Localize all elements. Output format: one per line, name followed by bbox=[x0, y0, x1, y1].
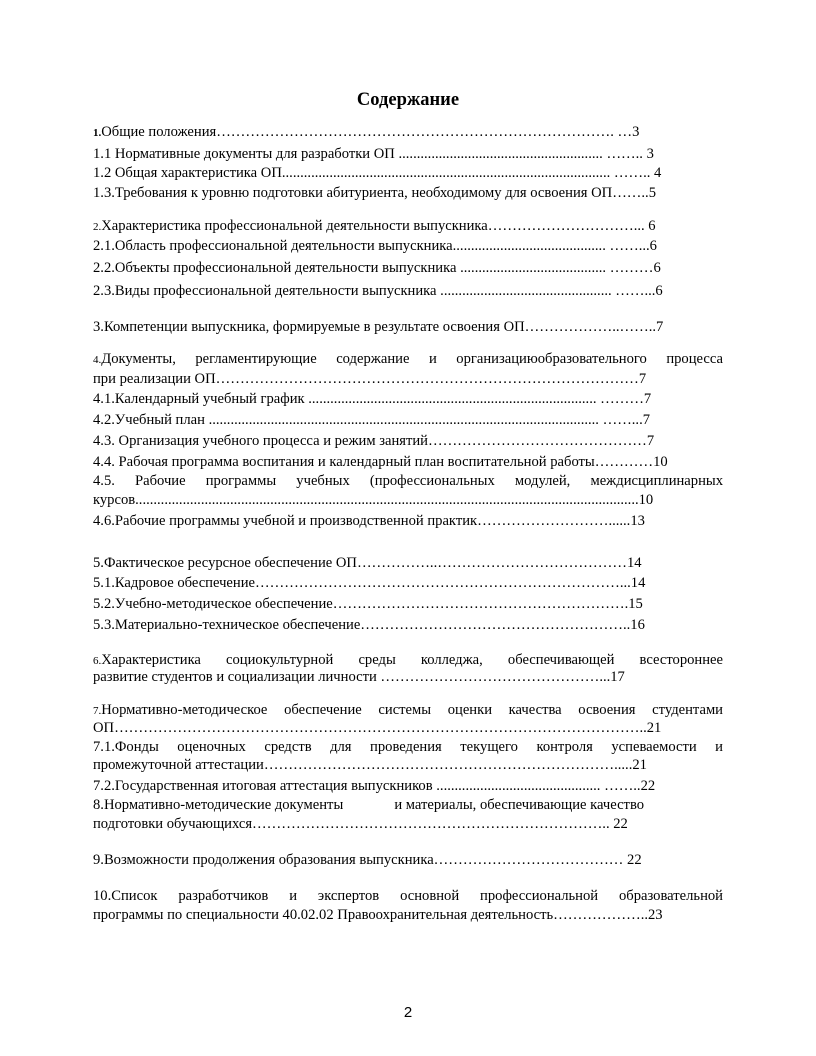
toc-line bbox=[93, 701, 723, 721]
toc-line bbox=[93, 777, 723, 796]
toc-line bbox=[93, 719, 723, 738]
toc-line bbox=[93, 887, 723, 906]
toc-text: 4.5. Рабочие программы учебных (профессиональных модулей, междисциплинарных bbox=[93, 473, 723, 489]
toc-number: 6. bbox=[93, 655, 102, 667]
toc-line bbox=[93, 411, 723, 430]
toc-text: курсов..........................................................................................................................................10 bbox=[93, 492, 654, 508]
toc-text: 7.2.Государственная итоговая аттестация выпускников ............................................. ……..22 bbox=[93, 778, 656, 794]
toc-text: 4.6.Рабочие программы учебной и производственной практик………………………......13 bbox=[93, 513, 645, 529]
toc-text: 1.1 Нормативные документы для разработки ОП ........................................................ …….. 3 bbox=[93, 146, 654, 162]
toc-text: 7.1.Фонды оценочных средств для проведения текущего контроля успеваемости и bbox=[93, 739, 723, 755]
toc-line bbox=[93, 145, 723, 164]
toc-line bbox=[93, 217, 723, 237]
toc-number: 7. bbox=[93, 705, 102, 717]
toc-text: подготовки обучающихся……………………………………………………………….. 22 bbox=[93, 816, 628, 832]
toc-text: Нормативно-методическое обеспечение системы оценки качества освоения студентами bbox=[101, 702, 723, 718]
toc-text: 4.4. Рабочая программа воспитания и календарный план воспитательной работы…………10 bbox=[93, 454, 668, 470]
toc-line bbox=[93, 554, 723, 573]
toc-line bbox=[93, 616, 723, 635]
toc-line bbox=[93, 796, 723, 815]
toc-text: 5.Фактическое ресурсное обеспечение ОП……………..…………………………………14 bbox=[93, 555, 642, 571]
toc-text: при реализации ОП……………………………………………………………………………7 bbox=[93, 371, 647, 387]
toc-text: промежуточной аттестации……………………………………………………………….....21 bbox=[93, 757, 647, 773]
toc-line bbox=[93, 370, 723, 389]
toc-text: Документы, регламентирующие содержание и организациюобразовательного процесса bbox=[101, 351, 723, 367]
toc-line bbox=[93, 282, 723, 301]
toc-number: 4. bbox=[93, 354, 102, 366]
toc-line bbox=[93, 184, 723, 203]
toc-line bbox=[93, 851, 723, 870]
toc-text: 9.Возможности продолжения образования выпускника………………………………… 22 bbox=[93, 852, 642, 868]
toc-line bbox=[93, 595, 723, 614]
toc-line bbox=[93, 738, 723, 757]
page-number: 2 bbox=[403, 1004, 413, 1021]
toc-text: 4.3. Организация учебного процесса и режим занятий………………………………………7 bbox=[93, 433, 655, 449]
toc-number: 2. bbox=[93, 221, 102, 233]
toc-text: 8.Нормативно-методические документы и материалы, обеспечивающие качество bbox=[93, 797, 645, 813]
toc-line bbox=[93, 237, 723, 256]
toc-line bbox=[93, 164, 723, 183]
toc-line bbox=[93, 259, 723, 278]
toc-text: 10.Список разработчиков и экспертов основной профессиональной образовательной bbox=[93, 888, 723, 904]
toc-text: 2.3.Виды профессиональной деятельности выпускника ............................................... ……...6 bbox=[93, 283, 663, 299]
toc-line bbox=[93, 668, 723, 687]
toc-text: 3.Компетенции выпускника, формируемые в результате освоения ОП………………..……..7 bbox=[93, 319, 664, 335]
toc-number: 1. bbox=[93, 127, 102, 139]
toc-text: развитие студентов и социализации личности ………………………………………...17 bbox=[93, 669, 625, 685]
toc-line bbox=[93, 815, 723, 834]
toc-text: 5.1.Кадровое обеспечение…………………………………………………………………...14 bbox=[93, 575, 646, 591]
toc-text: 2.1.Область профессиональной деятельности выпускника.......................................... ……...6 bbox=[93, 238, 657, 254]
toc-text: 5.2.Учебно-методическое обеспечение…………………………………………………….15 bbox=[93, 596, 643, 612]
toc-text: 1.2 Общая характеристика ОП.......................................................................................... …….. 4 bbox=[93, 165, 662, 181]
toc-line bbox=[93, 906, 723, 925]
toc-text: 4.1.Календарный учебный график ............................................................................... ………7 bbox=[93, 391, 652, 407]
toc-line bbox=[93, 472, 723, 491]
toc-text: 4.2.Учебный план ........................................................................................................... ……...7 bbox=[93, 412, 651, 428]
toc-text: 2.2.Объекты профессиональной деятельности выпускника ........................................ ………6 bbox=[93, 260, 661, 276]
page-title: Содержание bbox=[356, 90, 460, 110]
toc-line bbox=[93, 318, 723, 337]
toc-line bbox=[93, 123, 723, 143]
toc-line bbox=[93, 350, 723, 370]
toc-line bbox=[93, 756, 723, 775]
toc-text: Общие положения………………………………………………………………………. …3 bbox=[101, 124, 640, 140]
toc-text: 1.3.Требования к уровню подготовки абитуриента, необходимому для освоения ОП……..5 bbox=[93, 185, 656, 201]
toc-text: программы по специальности 40.02.02 Правоохранительная деятельность………………..23 bbox=[93, 907, 663, 923]
toc-line bbox=[93, 432, 723, 451]
toc-text: Характеристика профессиональной деятельности выпускника…………………………... 6 bbox=[101, 218, 656, 234]
toc-text: ОП………………………………………………………………………………………………..21 bbox=[93, 720, 662, 736]
toc-line bbox=[93, 491, 723, 510]
toc-line bbox=[93, 512, 723, 531]
toc-text: 5.3.Материально-техническое обеспечение………………………………………………..16 bbox=[93, 617, 645, 633]
toc-line bbox=[93, 390, 723, 409]
toc-text: Характеристика социокультурной среды колледжа, обеспечивающей всестороннее bbox=[101, 652, 723, 668]
toc-line bbox=[93, 453, 723, 472]
toc-line bbox=[93, 574, 723, 593]
